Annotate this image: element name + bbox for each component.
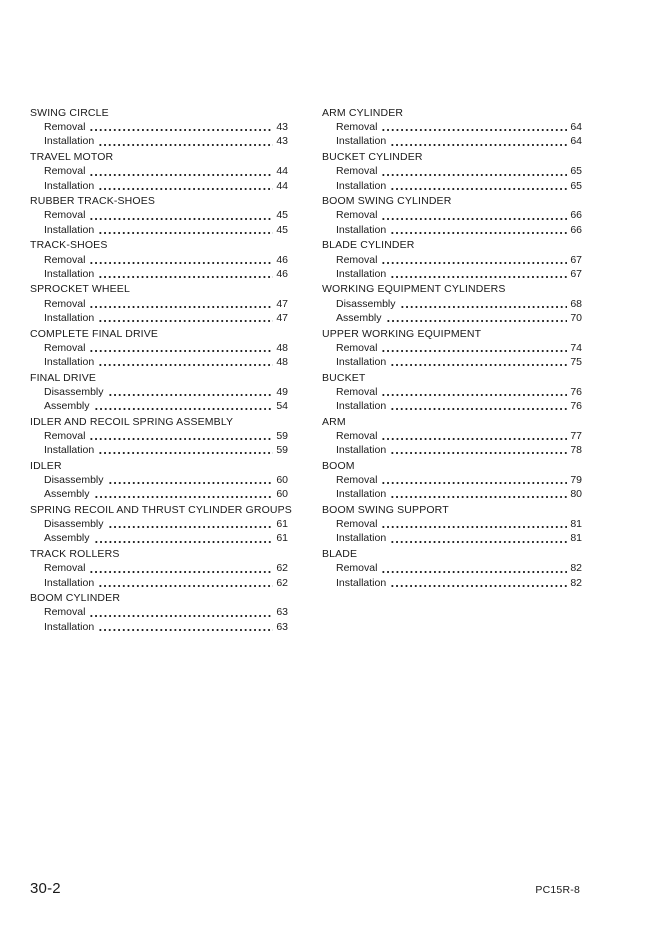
toc-entry-label: Disassembly [336,297,396,310]
toc-entry-label: Installation [336,267,387,280]
toc-entry-page: 63 [276,606,288,619]
toc-entry-page: 44 [276,179,288,192]
dot-leader [400,297,568,311]
toc-columns [30,106,582,634]
toc-section [30,415,288,458]
toc-section-title: BLADE [322,548,358,561]
toc-section-title: IDLER [30,459,62,472]
toc-entry [322,223,582,237]
toc-entry [30,561,288,575]
toc-entry-label: Installation [44,620,95,633]
toc-entry-label: Installation [336,488,387,501]
toc-entry-label: Installation [336,135,387,148]
toc-section-title: TRACK ROLLERS [30,548,120,561]
toc-section-title: TRAVEL MOTOR [30,151,114,164]
toc-entry-label: Disassembly [44,518,104,531]
toc-column-right [322,106,582,634]
toc-entry [30,399,288,413]
toc-entry [322,561,582,575]
toc-entry [30,223,288,237]
toc-entry-label: Assembly [44,488,90,501]
toc-section [322,415,582,458]
toc-entry [322,267,582,281]
dot-leader [381,341,567,355]
toc-entry [30,253,288,267]
toc-entry-label: Installation [44,267,95,280]
toc-entry-page: 66 [570,209,582,222]
toc-entry-page: 82 [570,562,582,575]
toc-entry-page: 43 [276,135,288,148]
toc-section [30,547,288,590]
toc-entry-page: 75 [570,355,582,368]
toc-section [30,503,292,546]
toc-entry-page: 60 [276,488,288,501]
dot-leader [390,576,567,590]
toc-entry-page: 65 [570,165,582,178]
toc-entry-label: Installation [336,576,387,589]
dot-leader [381,517,567,531]
toc-section [30,591,288,634]
toc-entry-label: Installation [44,223,95,236]
toc-entry [30,208,288,222]
toc-entry [322,311,582,325]
toc-entry [322,164,582,178]
toc-entry [30,517,288,531]
dot-leader [108,473,274,487]
toc-entry-page: 45 [276,209,288,222]
dot-leader [98,576,273,590]
page-number: 30-2 [30,880,61,897]
dot-leader [94,399,274,413]
dot-leader [381,164,567,178]
toc-entry [30,120,288,134]
toc-entry [322,487,582,501]
toc-section-title: BOOM SWING CYLINDER [322,195,452,208]
dot-leader [89,120,273,134]
dot-leader [381,561,567,575]
toc-entry [322,473,582,487]
dot-leader [89,297,273,311]
toc-entry [30,531,288,545]
toc-entry-page: 70 [570,311,582,324]
toc-entry-page: 61 [276,518,288,531]
toc-entry-label: Assembly [44,532,90,545]
dot-leader [98,179,273,193]
dot-leader [89,429,273,443]
toc-section [30,194,288,237]
toc-entry-page: 74 [570,341,582,354]
toc-entry-page: 64 [570,121,582,134]
dot-leader [390,267,567,281]
toc-entry-page: 60 [276,474,288,487]
toc-entry [30,605,288,619]
dot-leader [108,517,274,531]
dot-leader [381,120,567,134]
toc-entry [30,164,288,178]
toc-section-title: SPRING RECOIL AND THRUST CYLINDER GROUPS [30,503,292,516]
toc-section [30,327,288,370]
toc-entry [322,134,582,148]
toc-section-title: UPPER WORKING EQUIPMENT [322,327,482,340]
toc-section-title: IDLER AND RECOIL SPRING ASSEMBLY [30,415,234,428]
toc-entry-label: Installation [44,311,95,324]
toc-entry [322,429,582,443]
toc-entry [30,487,288,501]
toc-entry-page: 62 [276,562,288,575]
toc-entry-page: 66 [570,223,582,236]
toc-entry [322,385,582,399]
toc-section [322,371,582,414]
toc-entry [30,179,288,193]
toc-entry [30,341,288,355]
toc-section [322,282,582,325]
dot-leader [390,487,567,501]
toc-entry-page: 44 [276,165,288,178]
toc-entry [30,267,288,281]
toc-entry [30,576,288,590]
dot-leader [390,179,567,193]
dot-leader [98,311,273,325]
toc-entry-label: Removal [336,121,378,134]
dot-leader [98,620,273,634]
toc-entry-page: 80 [570,488,582,501]
dot-leader [390,443,567,457]
dot-leader [381,385,567,399]
toc-entry-page: 54 [276,400,288,413]
toc-section [322,503,582,546]
toc-entry-page: 65 [570,179,582,192]
toc-entry-page: 61 [276,532,288,545]
toc-section [322,150,582,193]
toc-entry-page: 81 [570,532,582,545]
dot-leader [390,223,567,237]
toc-entry-label: Removal [44,429,86,442]
toc-entry-page: 48 [276,355,288,368]
toc-entry-label: Removal [336,385,378,398]
dot-leader [381,473,567,487]
toc-section-title: COMPLETE FINAL DRIVE [30,327,159,340]
toc-section [30,371,288,414]
toc-entry-label: Installation [44,576,95,589]
toc-entry-page: 46 [276,267,288,280]
dot-leader [390,134,567,148]
toc-entry [322,355,582,369]
toc-section-title: SWING CIRCLE [30,107,109,119]
toc-entry [322,179,582,193]
toc-entry-page: 67 [570,267,582,280]
toc-entry [322,399,582,413]
dot-leader [94,531,274,545]
toc-section [322,547,582,590]
toc-entry-label: Installation [336,355,387,368]
toc-entry-label: Removal [44,606,86,619]
toc-entry-page: 76 [570,400,582,413]
dot-leader [381,253,567,267]
dot-leader [89,208,273,222]
toc-section-title: BOOM [322,459,355,472]
toc-entry-label: Removal [44,209,86,222]
toc-entry-label: Installation [44,355,95,368]
toc-section-title: BOOM CYLINDER [30,592,121,605]
toc-entry-label: Removal [336,429,378,442]
toc-entry-page: 45 [276,223,288,236]
dot-leader [89,341,273,355]
dot-leader [381,429,567,443]
toc-section-title: WORKING EQUIPMENT CYLINDERS [322,283,506,296]
toc-entry-label: Removal [336,518,378,531]
toc-entry-label: Removal [44,165,86,178]
toc-entry-page: 64 [570,135,582,148]
dot-leader [89,164,273,178]
toc-entry-page: 62 [276,576,288,589]
toc-entry-label: Installation [44,444,95,457]
toc-entry-page: 63 [276,620,288,633]
toc-entry-label: Assembly [44,400,90,413]
dot-leader [98,443,273,457]
toc-entry-page: 47 [276,297,288,310]
toc-entry-page: 79 [570,474,582,487]
toc-entry [322,120,582,134]
toc-entry-label: Installation [336,179,387,192]
toc-entry-label: Removal [336,165,378,178]
toc-entry [322,341,582,355]
toc-entry-page: 76 [570,385,582,398]
dot-leader [390,399,567,413]
toc-section [322,459,582,502]
dot-leader [386,311,568,325]
toc-section [30,459,288,502]
toc-section [322,106,582,149]
toc-entry-page: 48 [276,341,288,354]
toc-entry-label: Disassembly [44,385,104,398]
toc-entry-label: Removal [336,474,378,487]
toc-entry [30,311,288,325]
toc-entry-label: Installation [336,532,387,545]
toc-entry [30,620,288,634]
toc-entry-page: 47 [276,311,288,324]
toc-entry-page: 82 [570,576,582,589]
toc-entry-label: Removal [44,297,86,310]
toc-entry-label: Removal [44,253,86,266]
toc-entry-page: 43 [276,121,288,134]
toc-entry-page: 59 [276,429,288,442]
toc-section-title: BOOM SWING SUPPORT [322,503,449,516]
toc-section-title: FINAL DRIVE [30,371,97,384]
toc-section [322,194,582,237]
toc-entry-label: Removal [44,341,86,354]
dot-leader [390,531,567,545]
toc-entry-label: Assembly [336,311,382,324]
toc-entry [322,517,582,531]
toc-entry-label: Removal [44,562,86,575]
toc-entry [30,443,288,457]
toc-section-title: TRACK-SHOES [30,239,108,252]
toc-entry [322,297,582,311]
toc-entry [30,297,288,311]
toc-entry-page: 68 [570,297,582,310]
toc-entry-label: Removal [336,209,378,222]
toc-entry [322,531,582,545]
toc-entry-page: 46 [276,253,288,266]
toc-entry [30,473,288,487]
dot-leader [390,355,567,369]
toc-entry [322,208,582,222]
toc-entry-label: Installation [336,444,387,457]
toc-entry-page: 78 [570,444,582,457]
toc-entry [322,253,582,267]
toc-section-title: BLADE CYLINDER [322,239,415,252]
toc-section [30,238,288,281]
toc-section-title: SPROCKET WHEEL [30,283,130,296]
toc-entry-page: 81 [570,518,582,531]
dot-leader [98,355,273,369]
dot-leader [381,208,567,222]
dot-leader [89,253,273,267]
toc-section-title: BUCKET CYLINDER [322,151,423,164]
toc-section [30,282,288,325]
toc-entry-label: Installation [336,400,387,413]
toc-entry [322,576,582,590]
toc-entry-label: Removal [336,341,378,354]
dot-leader [89,605,273,619]
dot-leader [98,267,273,281]
toc-entry-page: 77 [570,429,582,442]
toc-section [30,106,288,149]
toc-entry [30,134,288,148]
dot-leader [98,223,273,237]
toc-entry [30,385,288,399]
model-code: PC15R-8 [535,884,580,896]
toc-section-title: ARM CYLINDER [322,107,404,119]
toc-entry-page: 67 [570,253,582,266]
toc-entry-label: Installation [336,223,387,236]
toc-entry [30,429,288,443]
toc-section [30,150,288,193]
toc-entry-label: Disassembly [44,474,104,487]
toc-entry-page: 59 [276,444,288,457]
dot-leader [108,385,274,399]
dot-leader [94,487,274,501]
toc-section [322,327,582,370]
toc-section-title: RUBBER TRACK-SHOES [30,195,156,208]
dot-leader [98,134,273,148]
toc-entry-label: Removal [336,253,378,266]
toc-entry-label: Removal [44,121,86,134]
toc-entry [322,443,582,457]
toc-entry-label: Installation [44,179,95,192]
toc-column-left [30,106,292,634]
toc-entry [30,355,288,369]
toc-entry-page: 49 [276,385,288,398]
toc-section [322,238,582,281]
dot-leader [89,561,273,575]
toc-entry-label: Removal [336,562,378,575]
toc-section-title: BUCKET [322,371,366,384]
toc-section-title: ARM [322,415,346,428]
toc-entry-label: Installation [44,135,95,148]
